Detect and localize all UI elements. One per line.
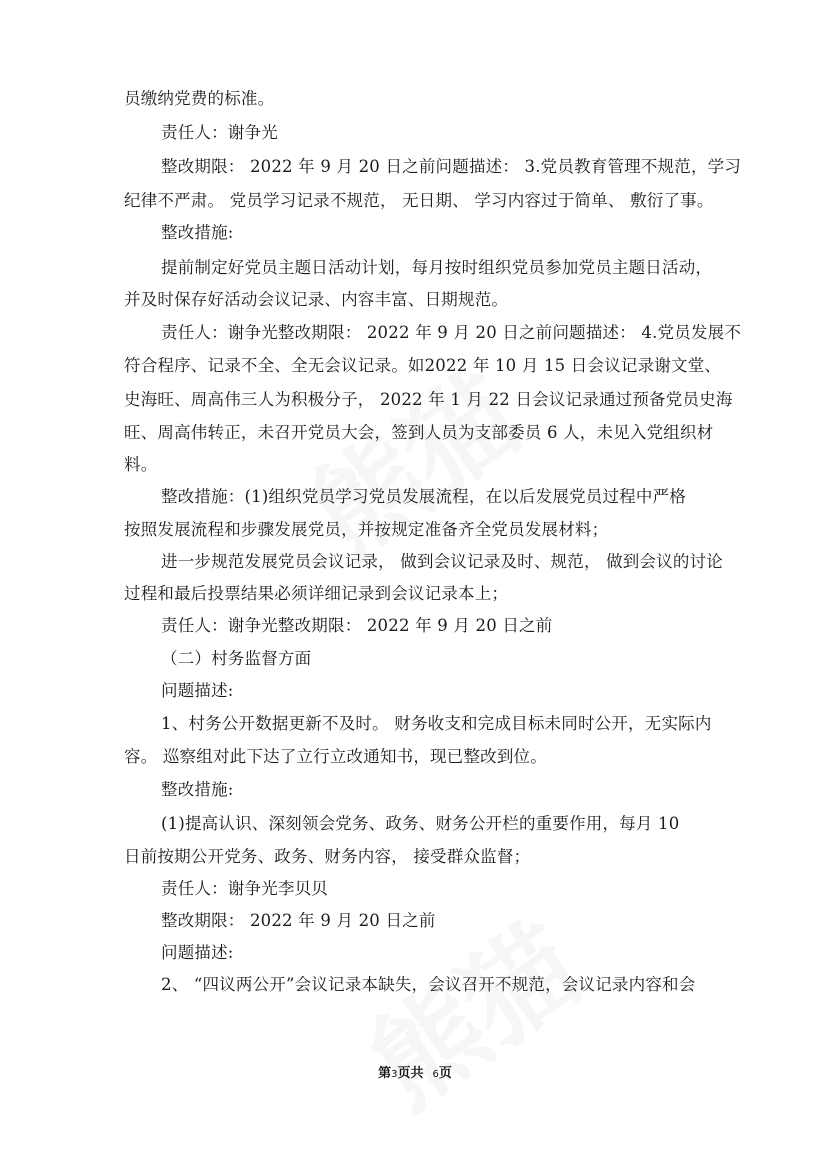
text-line: 整改措施: [161,223,234,242]
text-line: 问题描述: [161,681,234,700]
text-line: 1、村务公开数据更新不及时。 财务收支和完成目标未同时公开，无实际内 [161,714,712,733]
text-line: 员缴纳党费的标准。 [124,89,275,108]
footer-middle: 页共 [397,1066,424,1081]
text-line: 2、 “四议两公开”会议记录本缺失，会议召开不规范，会议记录内容和会 [161,975,696,994]
text-line: 容。 巡察组对此下达了立行立改通知书，现已整改到位。 [124,747,547,766]
text-line: 责任人：谢争光整改期限： 2022 年 9 月 20 日之前 [161,616,553,635]
footer-current-page: 3 [391,1069,398,1080]
text-line: 问题描述: [161,943,234,962]
footer-total-pages: 6 [432,1069,439,1080]
text-line: 整改措施：(1)组织党员学习党员发展流程，在以后发展党员过程中严格 [161,487,686,506]
text-line: 纪律不严肃。 党员学习记录不规范， 无日期、 学习内容过于简单、 敷衍了事。 [124,191,714,210]
text-line: 过程和最后投票结果必须详细记录到会议记录本上； [124,584,509,603]
text-line: 料。 [124,455,158,474]
footer-suffix: 页 [438,1066,452,1081]
section-heading: （二）村务监督方面 [161,649,312,668]
text-line: (1)提高认识、深刻领会党务、政务、财务公开栏的重要作用，每月 10 [161,814,680,833]
page-number-footer [0,1062,830,1081]
text-line: 并及时保存好活动会议记录、内容丰富、日期规范。 [124,290,509,309]
text-line: 符合程序、记录不全、全无会议记录。如2022 年 10 月 15 日会议记录谢文堂、 [124,356,722,375]
text-line: 史海旺、周高伟三人为积极分子， 2022 年 1 月 22 日会议记录通过预备党员史海 [124,390,733,409]
text-line: 整改措施: [161,780,234,799]
text-line: 进一步规范发展党员会议记录， 做到会议记录及时、规范， 做到会议的讨论 [161,552,723,571]
text-line: 责任人：谢争光整改期限： 2022 年 9 月 20 日之前问题描述： 4.党员发展不 [161,323,742,342]
text-line: 提前制定好党员主题日活动计划，每月按时组织党员参加党员主题日活动， [161,258,713,277]
text-line: 整改期限： 2022 年 9 月 20 日之前问题描述： 3.党员教育管理不规范，学习 [161,157,742,176]
text-line: 日前按期公开党务、政务、财务内容， 接受群众监督； [124,847,531,866]
text-line: 旺、周高伟转正，未召开党员大会，签到人员为支部委员 6 人，未见入党组织材 [124,423,714,442]
text-line: 责任人：谢争光 [161,123,278,142]
text-line: 按照发展流程和步骤发展党员，并按规定准备齐全党员发展材料； [124,520,609,539]
text-line: 责任人：谢争光李贝贝 [161,879,328,898]
footer-prefix: 第 [378,1066,392,1081]
text-line: 整改期限： 2022 年 9 月 20 日之前 [161,911,436,930]
